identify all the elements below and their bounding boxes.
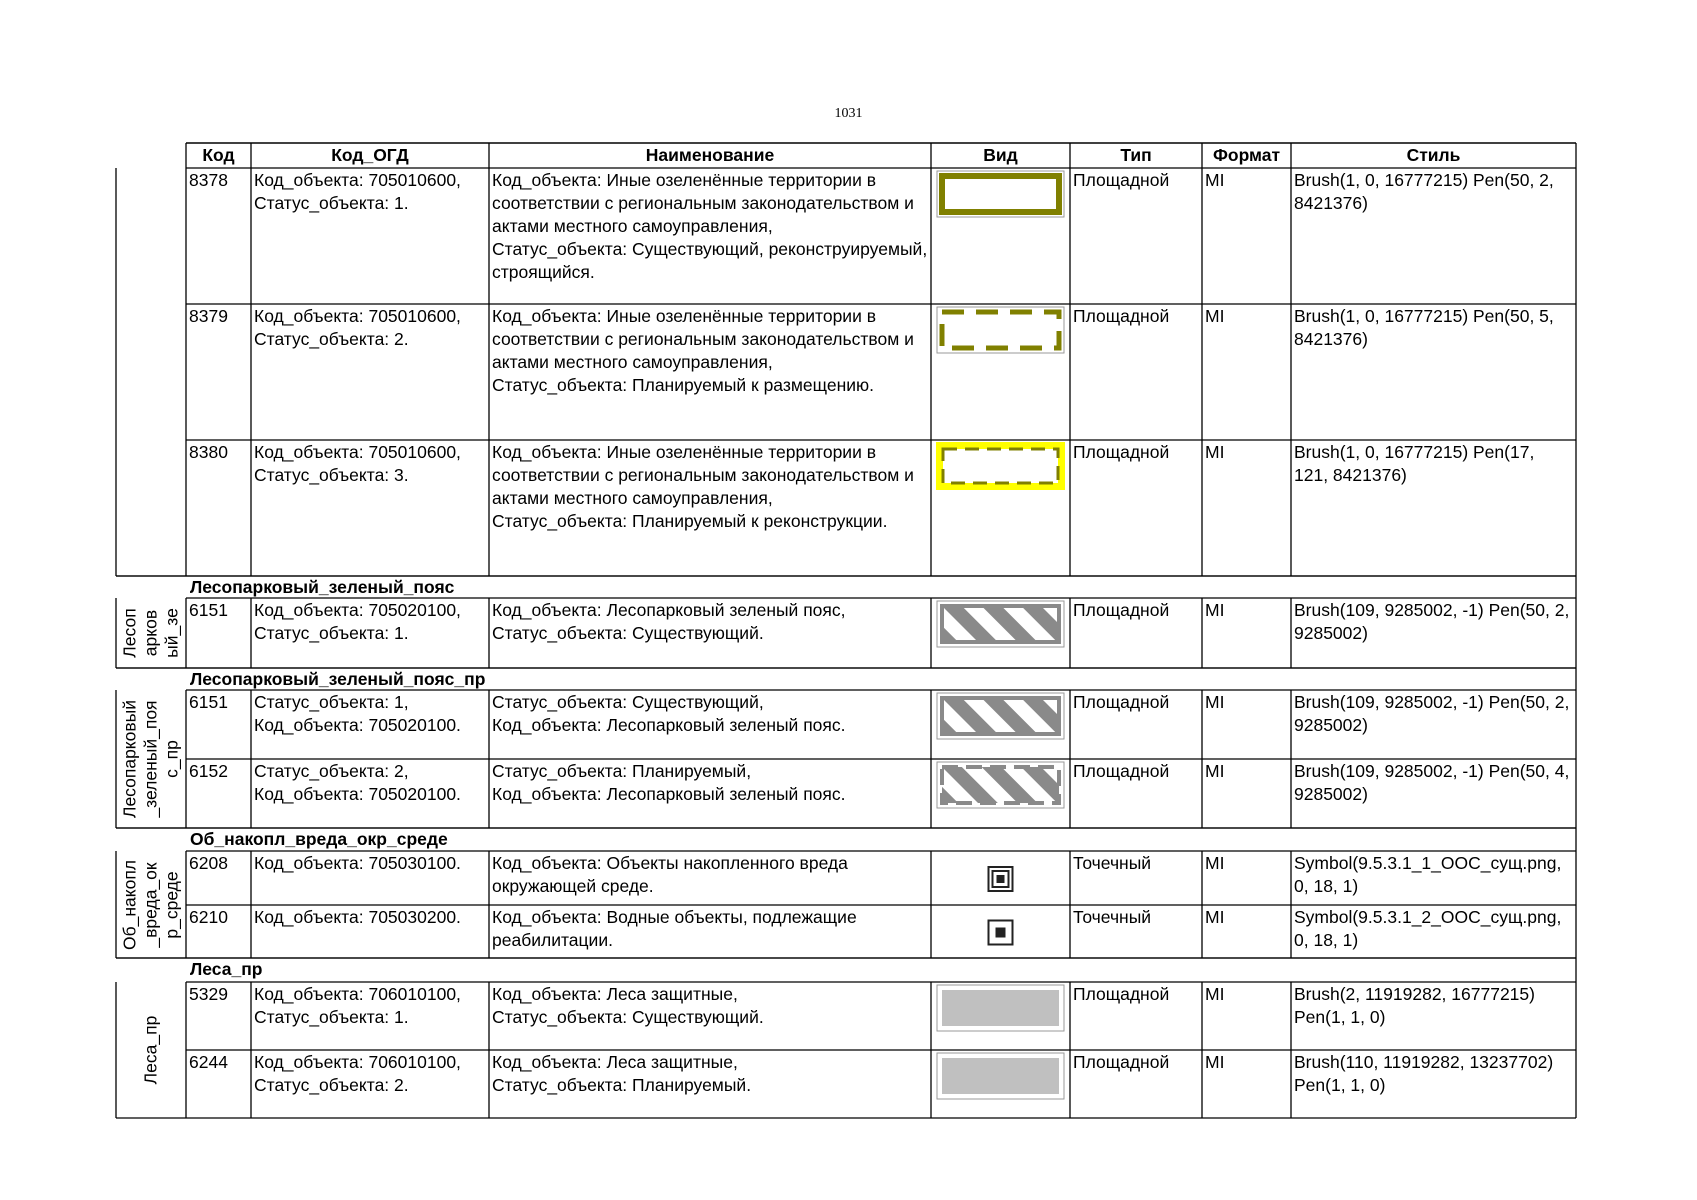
table-cell-format: MI [1205,306,1225,326]
table-cell-style: Brush(109, 9285002, -1) Pen(50, 2, 9285002) [1294,600,1570,643]
table-cell-ogd: Код_объекта: 705010600, Статус_объекта: 2. [254,306,461,349]
table-cell-format: MI [1205,761,1225,781]
table-cell-ogd: Код_объекта: 705030200. [254,907,461,927]
group-side-label-text: Леса_пр [140,1015,161,1085]
table-cell-code: 6151 [189,600,228,620]
group-side-label [116,982,186,1118]
table-cell-style: Symbol(9.5.3.1_1_ООС_сущ.png, 0, 18, 1) [1294,853,1562,896]
table-cell-type: Площадной [1073,984,1170,1004]
gray-hatch-icon [936,600,1065,648]
table-cell-name: Код_объекта: Иные озеленённые территории в соответствии с региональным законодательством и актами местного самоуправления, Статус_объекта: Планируемый к размещению. [492,306,914,395]
header-kod: Код [202,145,235,165]
gray-hatch-icon [936,692,1065,740]
table-cell-type: Площадной [1073,1052,1170,1072]
table-cell-name: Код_объекта: Объекты накопленного вреда окружающей среде. [492,853,848,896]
table-cell-format: MI [1205,442,1225,462]
table-cell-code: 6152 [189,761,228,781]
table-cell-type: Точечный [1073,853,1152,873]
table-cell-code: 8380 [189,442,228,462]
table-cell-name: Код_объекта: Водные объекты, подлежащие реабилитации. [492,907,857,950]
group-side-label [116,690,186,828]
table-cell-name: Код_объекта: Лесопарковый зеленый пояс, Статус_объекта: Существующий. [492,600,846,643]
gray-fill-icon [936,984,1065,1032]
table-cell-type: Площадной [1073,306,1170,326]
table-cell-type: Площадной [1073,692,1170,712]
group-title: Лесопарковый_зеленый_пояс [190,577,455,597]
yellow-dashed-border-icon [936,442,1065,490]
table-cell-style: Brush(1, 0, 16777215) Pen(50, 5, 8421376) [1294,306,1554,349]
table-cell-name: Статус_объекта: Существующий, Код_объекта: Лесопарковый зеленый пояс. [492,692,846,735]
table-cell-style: Brush(109, 9285002, -1) Pen(50, 2, 9285002) [1294,692,1570,735]
table-cell-style: Symbol(9.5.3.1_2_ООС_сущ.png, 0, 18, 1) [1294,907,1562,950]
table-cell-format: MI [1205,692,1225,712]
page-number: 1031 [834,106,863,121]
header-vid: Вид [983,145,1018,165]
table-cell-name: Статус_объекта: Планируемый, Код_объекта: Лесопарковый зеленый пояс. [492,761,846,804]
table-cell-style: Brush(1, 0, 16777215) Pen(17, 121, 8421376) [1294,442,1535,485]
group-title: Лесопарковый_зеленый_пояс_пр [190,669,486,689]
table-cell-format: MI [1205,600,1225,620]
table-cell-format: MI [1205,907,1225,927]
table-cell-style: Brush(109, 9285002, -1) Pen(50, 4, 9285002) [1294,761,1570,804]
table-cell-format: MI [1205,853,1225,873]
table-cell-type: Площадной [1073,600,1170,620]
concentric-squares-icon [936,853,1065,905]
gray-fill-icon [936,1052,1065,1100]
table-cell-type: Площадной [1073,170,1170,190]
table-cell-ogd: Код_объекта: 705010600, Статус_объекта: 3. [254,442,461,485]
table-cell-ogd: Статус_объекта: 2, Код_объекта: 705020100. [254,761,461,804]
olive-dashed-border-icon [936,306,1065,354]
table-cell-ogd: Код_объекта: 705010600, Статус_объекта: 1. [254,170,461,213]
table-cell-ogd: Статус_объекта: 1, Код_объекта: 705020100. [254,692,461,735]
header-kod-ogd: Код_ОГД [331,145,409,165]
header-name: Наименование [645,145,775,165]
olive-solid-border-icon [936,170,1065,218]
table-cell-code: 6208 [189,853,228,873]
group-side-label-text: Лесопарковый _зеленый_поя с_пр [119,699,182,819]
table-cell-ogd: Код_объекта: 706010100, Статус_объекта: 2. [254,1052,461,1095]
table-cell-type: Площадной [1073,442,1170,462]
group-side-label [116,851,186,958]
table-cell-type: Точечный [1073,907,1152,927]
table-cell-style: Brush(2, 11919282, 16777215) Pen(1, 1, 0) [1294,984,1535,1027]
header-format: Формат [1212,145,1281,165]
header-style: Стиль [1406,145,1461,165]
group-side-label-text: Лесоп арков ый_зе [119,608,182,658]
table-cell-code: 6210 [189,907,228,927]
table-cell-code: 8379 [189,306,228,326]
table-cell-ogd: Код_объекта: 706010100, Статус_объекта: 1. [254,984,461,1027]
table-cell-code: 6244 [189,1052,228,1072]
group-title: Об_накопл_вреда_окр_среде [190,829,448,849]
group-side-label [116,598,186,668]
table-cell-style: Brush(1, 0, 16777215) Pen(50, 2, 8421376) [1294,170,1554,213]
table-cell-type: Площадной [1073,761,1170,781]
table-cell-ogd: Код_объекта: 705020100, Статус_объекта: 1. [254,600,461,643]
gray-hatch-dashed-icon [936,761,1065,809]
table-cell-code: 8378 [189,170,228,190]
table-cell-style: Brush(110, 11919282, 13237702) Pen(1, 1, 0) [1294,1052,1554,1095]
table-cell-name: Код_объекта: Иные озеленённые территории в соответствии с региональным законодательством и актами местного самоуправления, Статус_объекта: Существующий, реконструируемый, строящийся. [492,170,928,282]
table-cell-code: 6151 [189,692,228,712]
table-cell-code: 5329 [189,984,228,1004]
table-cell-format: MI [1205,1052,1225,1072]
table-cell-format: MI [1205,170,1225,190]
table-cell-name: Код_объекта: Иные озеленённые территории в соответствии с региональным законодательством и актами местного самоуправления, Статус_объекта: Планируемый к реконструкции. [492,442,914,531]
header-tip: Тип [1120,145,1152,165]
table-cell-name: Код_объекта: Леса защитные, Статус_объекта: Существующий. [492,984,764,1027]
table-cell-ogd: Код_объекта: 705030100. [254,853,461,873]
table-cell-name: Код_объекта: Леса защитные, Статус_объекта: Планируемый. [492,1052,752,1095]
group-title: Леса_пр [190,959,263,979]
square-dot-icon [936,907,1065,958]
table-cell-format: MI [1205,984,1225,1004]
group-side-label-text: Об_накопл _вреда_ок р_среде [119,859,182,950]
